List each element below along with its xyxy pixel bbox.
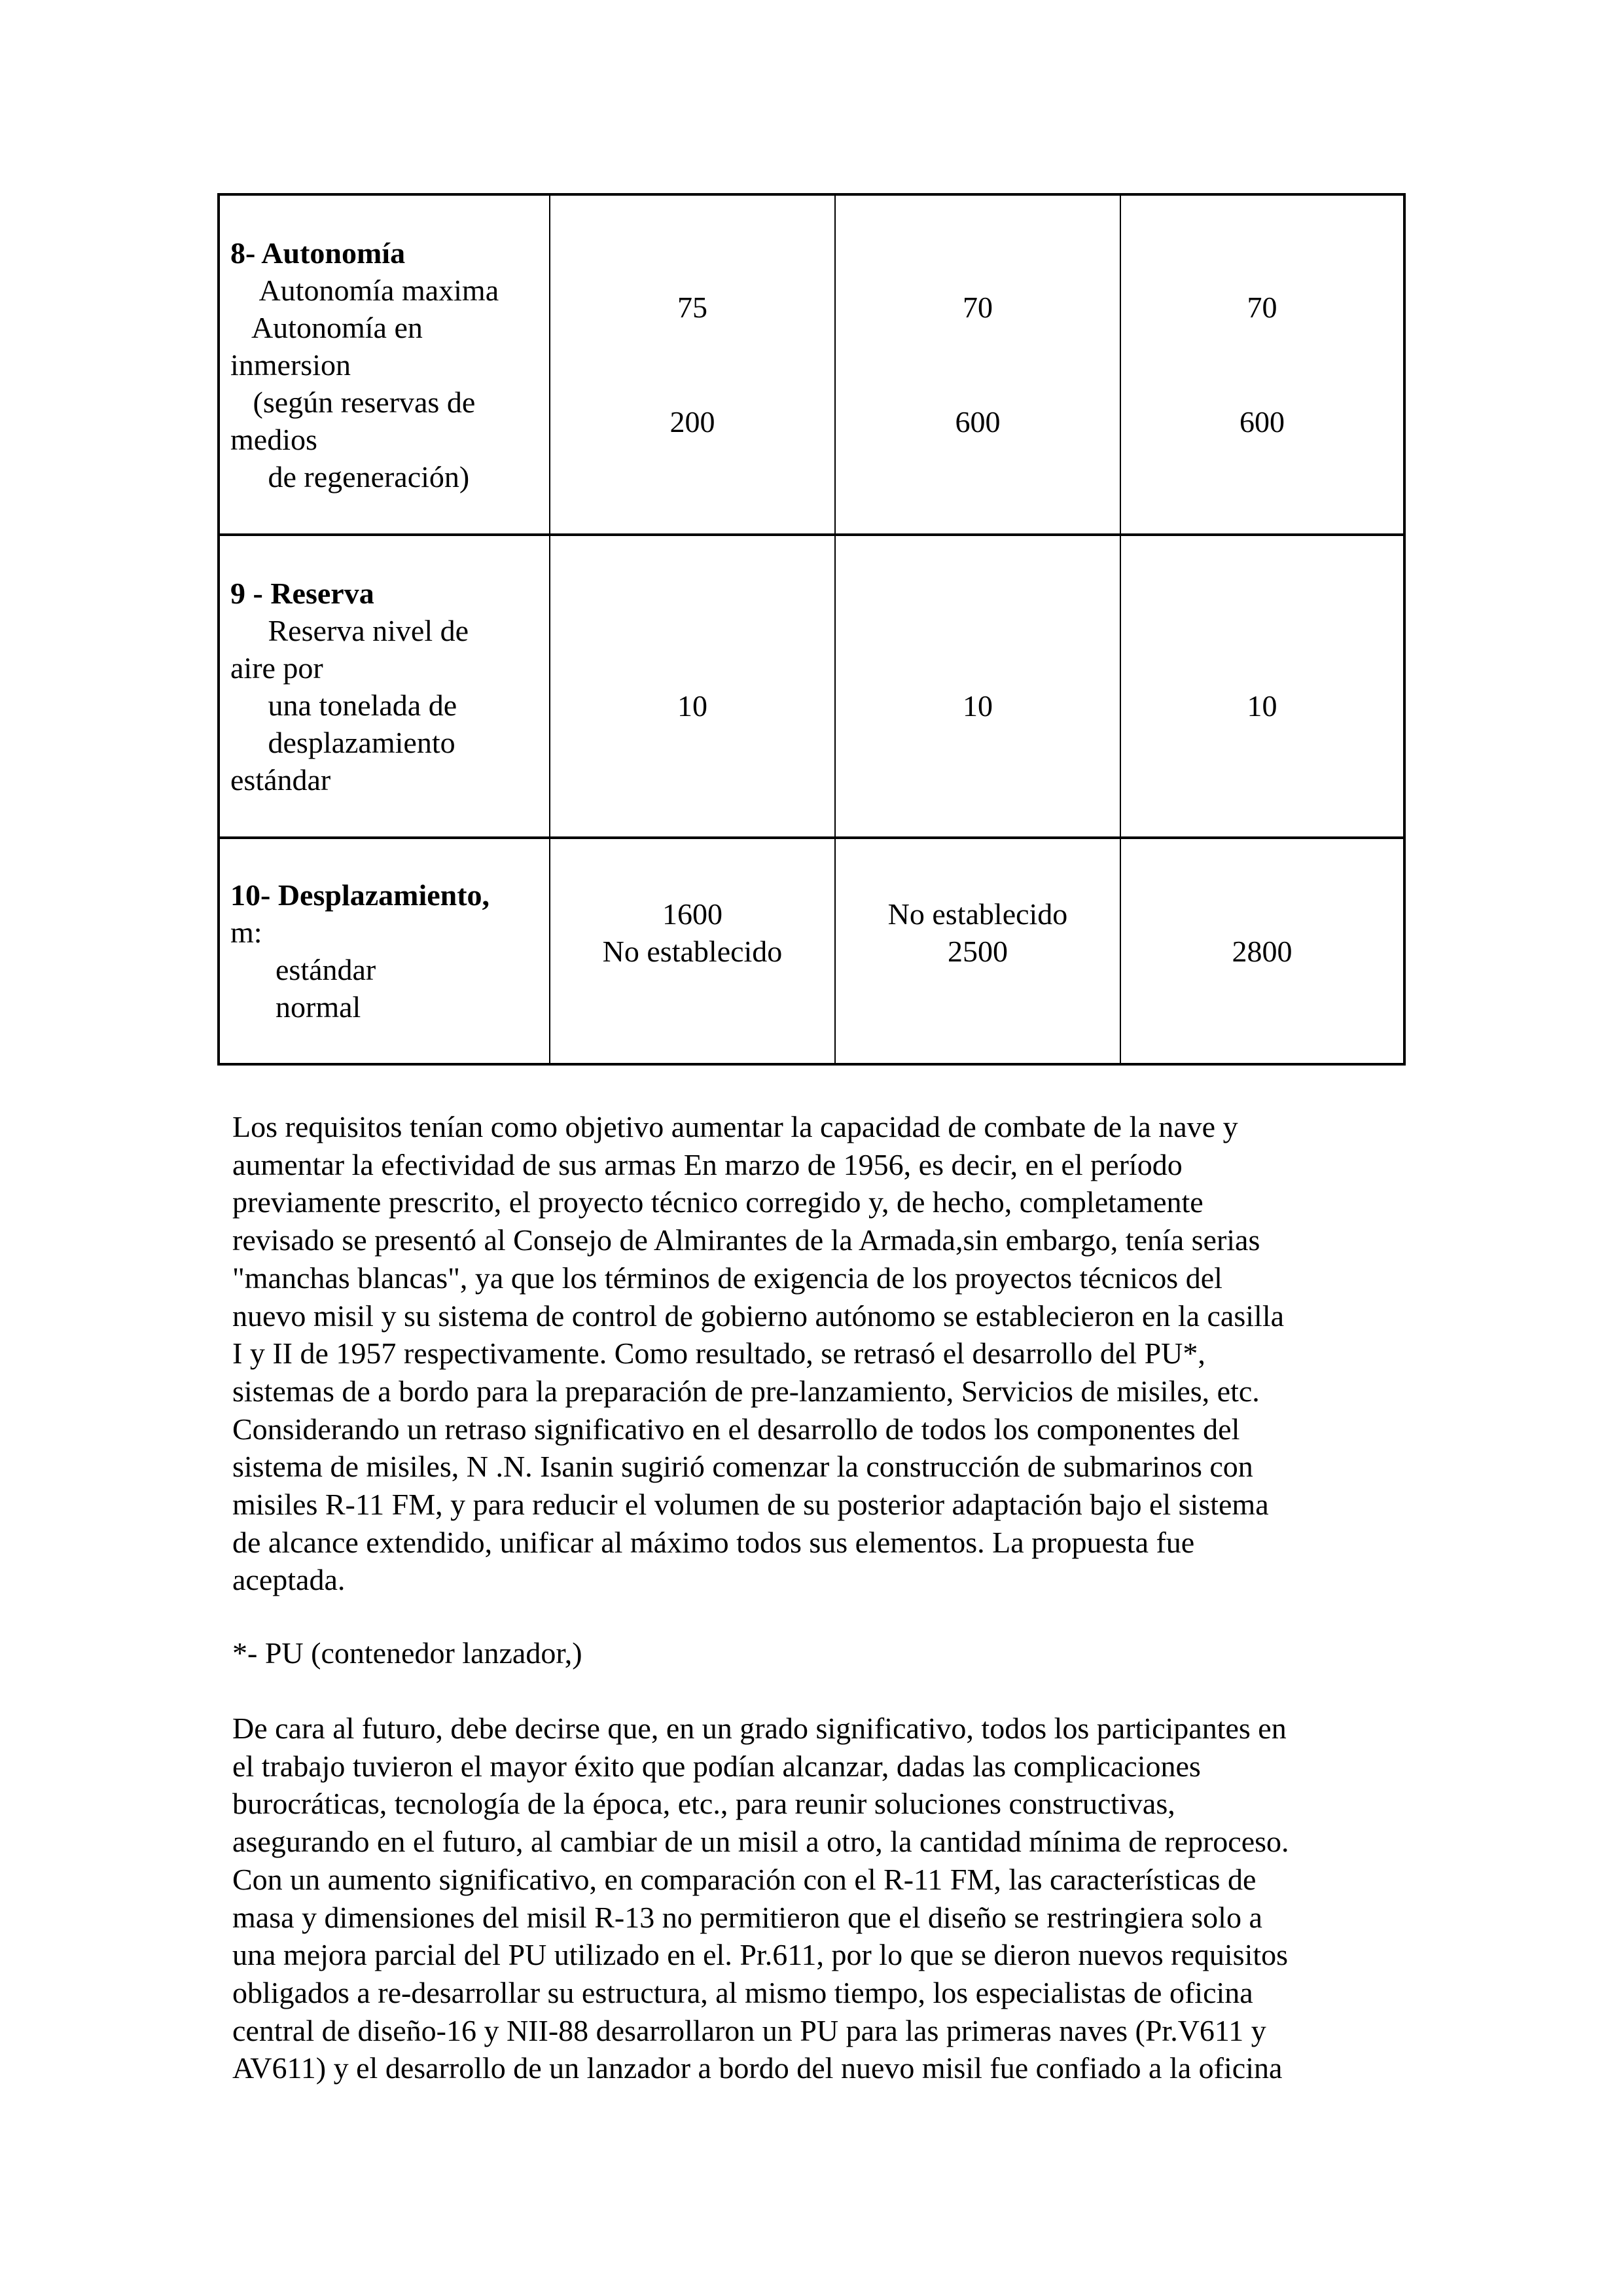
text-line: aceptada. xyxy=(232,1563,346,1597)
text-line: Los requisitos tenían como objetivo aumentar la capacidad de combate de la nave y xyxy=(232,1110,1238,1143)
text-line: masa y dimensiones del misil R-13 no permitieron que el diseño se restringiera solo a xyxy=(232,1900,1262,1934)
row-label-line: Reserva nivel de xyxy=(230,613,469,647)
row-label-line: medios xyxy=(230,422,317,456)
value-air-reserve: 10 xyxy=(1247,689,1277,723)
text-line: Considerando un retraso significativo en el desarrollo de todos los componentes del xyxy=(232,1412,1240,1446)
text-line: aumentar la efectividad de sus armas En marzo de 1956, es decir, en el período xyxy=(232,1147,1183,1181)
row-label-line: Autonomía maxima xyxy=(230,273,499,307)
value-cell xyxy=(1120,194,1404,535)
row-label-line: Autonomía en xyxy=(230,310,423,344)
text-line: Con un aumento significativo, en comparación con el R-11 FM, las características de xyxy=(232,1862,1257,1896)
row-title: 8- Autonomía xyxy=(230,236,406,270)
row-label-cell xyxy=(219,838,550,1064)
value-spacer xyxy=(1132,326,1393,403)
body-paragraph-2 xyxy=(232,1710,1410,2087)
text-line: previamente prescrito, el proyecto técnico corregido y, de hecho, completamente xyxy=(232,1185,1204,1219)
value-cell xyxy=(835,838,1120,1064)
text-line: central de diseño-16 y NII-88 desarrollaron un PU para las primeras naves (Pr.V611 y xyxy=(232,2013,1266,2047)
row-label-line: estándar xyxy=(230,762,331,797)
value-max-autonomy: 70 xyxy=(963,291,993,324)
row-label-line: una tonelada de xyxy=(230,688,457,722)
table-row-autonomy xyxy=(219,194,1404,535)
value-cell xyxy=(550,838,835,1064)
text-line: obligados a re-desarrollar su estructura, al mismo tiempo, los especialistas de oficina xyxy=(232,1975,1253,2009)
text-line: nuevo misil y su sistema de control de gobierno autónomo se establecieron en la casilla xyxy=(232,1299,1285,1333)
value-cell xyxy=(835,194,1120,535)
row-label-line: inmersion xyxy=(230,348,351,382)
value-air-reserve: 10 xyxy=(963,689,993,723)
text-line: "manchas blancas", ya que los términos de exigencia de los proyectos técnicos del xyxy=(232,1261,1222,1295)
text-line: asegurando en el futuro, al cambiar de un misil a otro, la cantidad mínima de reproceso. xyxy=(232,1825,1289,1859)
value-normal-displacement: 2500 xyxy=(948,934,1008,968)
value-spacer xyxy=(561,326,824,403)
value-normal-displacement: No establecido xyxy=(602,934,783,968)
value-cell xyxy=(1120,838,1404,1064)
table-row-displacement xyxy=(219,838,1404,1064)
body-paragraph-1 xyxy=(232,1108,1410,1599)
text-line: de alcance extendido, unificar al máximo todos sus elementos. La propuesta fue xyxy=(232,1525,1195,1559)
value-spacer xyxy=(846,326,1109,403)
text-line: I y II de 1957 respectivamente. Como resultado, se retrasó el desarrollo del PU*, xyxy=(232,1336,1205,1371)
value-submerged-autonomy: 600 xyxy=(955,405,1001,439)
value-standard-displacement: No establecido xyxy=(887,897,1068,931)
text-line: el trabajo tuvieron el mayor éxito que podían alcanzar, dadas las complicaciones xyxy=(232,1749,1201,1783)
footnote-text: *- PU (contenedor lanzador,) xyxy=(232,1636,582,1670)
row-title: 10- Desplazamiento, xyxy=(230,878,490,912)
row-label-line: desplazamiento xyxy=(230,725,455,759)
text-line: De cara al futuro, debe decirse que, en un grado significativo, todos los participantes en xyxy=(232,1712,1287,1745)
text-line: revisado se presentó al Consejo de Almirantes de la Armada,sin embargo, tenía serias xyxy=(232,1223,1260,1257)
row-label-cell xyxy=(219,535,550,838)
text-line: sistema de misiles, N .N. Isanin sugirió comenzar la construcción de submarinos con xyxy=(232,1450,1253,1484)
row-label-line: estándar xyxy=(230,953,376,986)
text-line: una mejora parcial del PU utilizado en el. Pr.611, por lo que se dieron nuevos requisitos xyxy=(232,1938,1289,1972)
value-submerged-autonomy: 200 xyxy=(669,405,715,439)
value-cell xyxy=(835,535,1120,838)
value-air-reserve: 10 xyxy=(677,689,707,723)
text-line: burocráticas, tecnología de la época, etc., para reunir soluciones constructivas, xyxy=(232,1787,1175,1821)
row-label-cell xyxy=(219,194,550,535)
row-label-line: normal xyxy=(230,990,361,1024)
row-label-line: (según reservas de xyxy=(230,385,476,419)
value-cell xyxy=(550,535,835,838)
row-label-line: aire por xyxy=(230,651,323,685)
specifications-table xyxy=(217,193,1406,1066)
value-max-autonomy: 75 xyxy=(677,291,707,324)
value-cell xyxy=(1120,535,1404,838)
footnote xyxy=(232,1634,1410,1672)
table-row-reserve xyxy=(219,535,1404,838)
text-line: sistemas de a bordo para la preparación de pre-lanzamiento, Servicios de misiles, etc. xyxy=(232,1374,1260,1408)
value-cell xyxy=(550,194,835,535)
value-standard-displacement: 1600 xyxy=(662,897,722,931)
row-label-line: de regeneración) xyxy=(230,459,470,493)
value-max-autonomy: 70 xyxy=(1247,291,1277,324)
value-submerged-autonomy: 600 xyxy=(1240,405,1285,439)
text-line: misiles R-11 FM, y para reducir el volumen de su posterior adaptación bajo el sistema xyxy=(232,1488,1269,1522)
value-normal-displacement: 2800 xyxy=(1232,934,1293,968)
text-line: AV611) y el desarrollo de un lanzador a bordo del nuevo misil fue confiado a la oficina xyxy=(232,2051,1283,2085)
row-label-line: m: xyxy=(230,916,262,949)
row-title: 9 - Reserva xyxy=(230,576,374,610)
